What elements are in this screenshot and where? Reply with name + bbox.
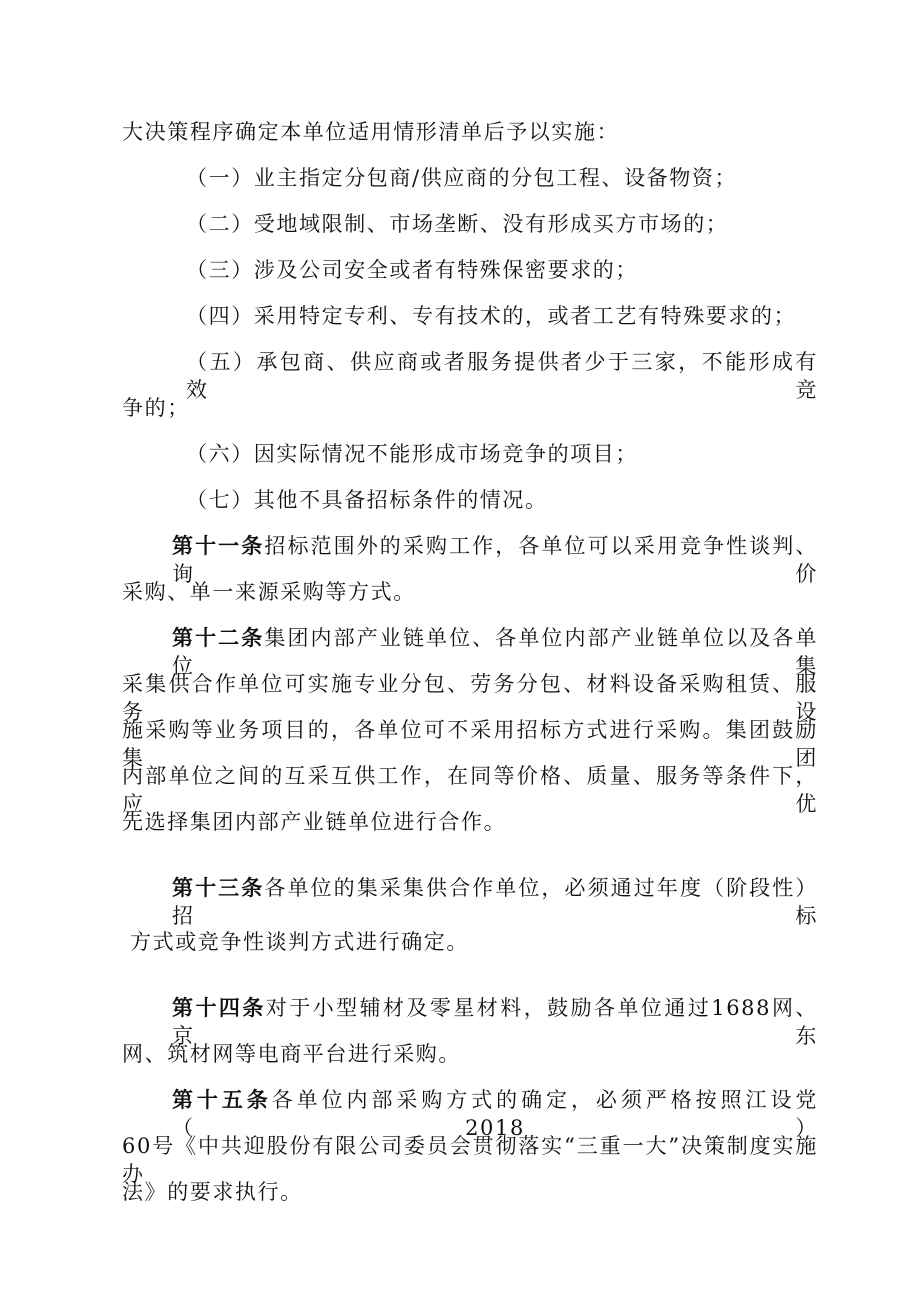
intro-continuation: 大决策程序确定本单位适用情形清单后予以实施： [122, 120, 620, 144]
case-item-4: （四）采用特定专利、专有技术的，或者工艺有特殊要求的； [186, 304, 797, 328]
case-item-5-line-2: 争的； [122, 396, 190, 420]
article-12-text: 集团内部产业链单位、各单位内部产业链单位以及各单位集 [172, 626, 818, 678]
article-14-text: 对于小型辅材及零星材料，鼓励各单位通过1688网、京东 [172, 996, 818, 1048]
article-11-heading: 第十一条 [172, 533, 265, 558]
article-15-line-3: 法》的要求执行。 [122, 1180, 303, 1204]
article-14-heading: 第十四条 [172, 995, 266, 1020]
case-item-6: （六）因实际情况不能形成市场竞争的项目； [186, 442, 638, 466]
article-11-line-2: 采购、单一来源采购等方式。 [122, 580, 416, 604]
article-13-line-1 [172, 874, 818, 930]
article-13-text: 各单位的集采集供合作单位，必须通过年度（阶段性）招标 [172, 876, 818, 928]
article-14-line-2: 网、筑材网等电商平台进行采购。 [122, 1042, 461, 1066]
case-item-2: （二）受地域限制、市场垄断、没有形成买方市场的； [186, 212, 729, 236]
case-item-3: （三）涉及公司安全或者有特殊保密要求的； [186, 258, 638, 282]
article-13-line-2: 方式或竞争性谈判方式进行确定。 [130, 930, 469, 954]
case-item-1: （一）业主指定分包商/供应商的分包工程、设备物资； [186, 166, 738, 190]
case-item-5-line-1: （五）承包商、供应商或者服务提供者少于三家，不能形成有效竞 [186, 350, 818, 402]
article-12-line-5: 先选择集团内部产业链单位进行合作。 [122, 810, 507, 834]
article-15-text: 各单位内部采购方式的确定，必须严格按照江设党（2018） [172, 1088, 818, 1140]
article-11-text: 招标范围外的采购工作，各单位可以采用竞争性谈判、询价 [172, 534, 818, 586]
article-15-line-2: 60号《中共迎股份有限公司委员会贯彻落实“三重一大”决策制度实施办 [122, 1134, 818, 1186]
article-12-line-3: 施采购等业务项目的，各单位可不采用招标方式进行采购。集团鼓励集团 [122, 718, 818, 770]
article-12-line-4: 内部单位之间的互采互供工作，在同等价格、质量、服务等条件下，应优 [122, 764, 818, 816]
case-item-7: （七）其他不具备招标条件的情况。 [186, 488, 548, 512]
article-13-heading: 第十三条 [172, 875, 265, 900]
article-12-heading: 第十二条 [172, 625, 265, 650]
article-12-line-2: 采集供合作单位可实施专业分包、劳务分包、材料设备采购租赁、服务设 [122, 672, 818, 724]
article-15-heading: 第十五条 [172, 1087, 272, 1112]
